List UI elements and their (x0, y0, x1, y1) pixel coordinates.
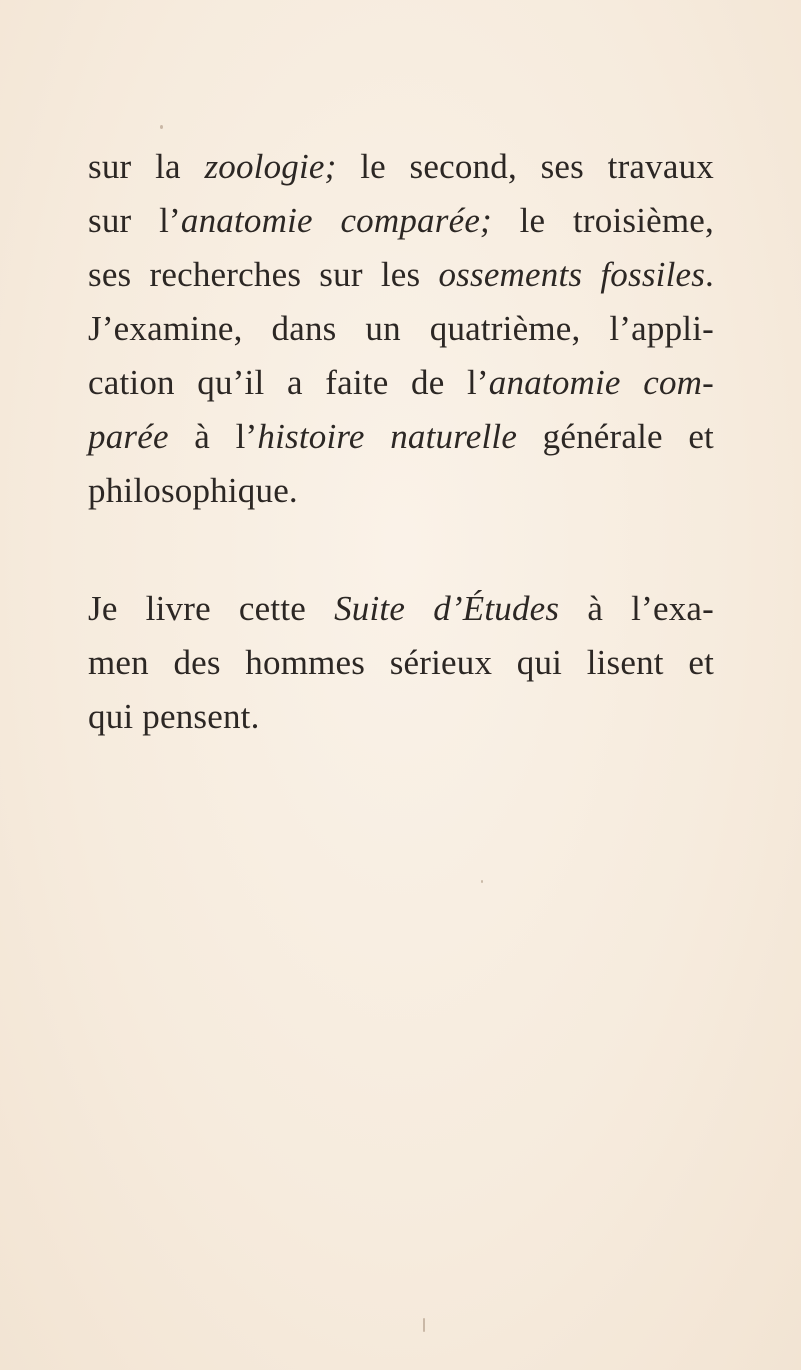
text-run: . (705, 255, 714, 294)
text-run: philosophique. (88, 471, 298, 510)
text-line (88, 302, 714, 356)
paper-speck (481, 880, 483, 883)
text-run: à l’ (168, 417, 258, 456)
italic-run: anatomie comparée; (180, 201, 492, 240)
text-run: cation qu’il a faite de l’ (88, 363, 489, 402)
paper-speck (160, 125, 163, 129)
text-run: ses recherches sur les (88, 255, 439, 294)
italic-run: histoire naturelle (257, 417, 518, 456)
text-line (88, 636, 714, 690)
paragraph-1 (88, 140, 714, 518)
text-run: le troisième, (491, 201, 714, 240)
page-text (88, 140, 714, 744)
text-run: le second, ses travaux (336, 147, 715, 186)
italic-run: zoologie; (204, 147, 337, 186)
text-line (88, 194, 714, 248)
italic-run: anatomie com- (488, 363, 714, 402)
text-run: à l’exa- (559, 589, 714, 628)
italic-run: Suite d’Études (334, 589, 560, 628)
italic-run: parée (88, 417, 169, 456)
text-run: qui pensent. (88, 697, 260, 736)
paragraph-2 (88, 582, 714, 744)
text-run: sur la (88, 147, 205, 186)
text-run: générale et (517, 417, 714, 456)
paper-speck (423, 1318, 425, 1332)
text-line (88, 140, 714, 194)
text-line (88, 582, 714, 636)
text-line (88, 410, 714, 464)
text-run: Je livre cette (88, 589, 335, 628)
text-line (88, 248, 714, 302)
italic-run: ossements fossiles (438, 255, 706, 294)
text-line (88, 356, 714, 410)
text-run: sur l’ (88, 201, 181, 240)
text-line (88, 464, 714, 518)
text-line (88, 690, 714, 744)
paragraph-gap (88, 518, 714, 582)
text-run: men des hommes sérieux qui lisent et (88, 643, 714, 682)
text-run: J’examine, dans un quatrième, l’appli- (88, 309, 714, 348)
